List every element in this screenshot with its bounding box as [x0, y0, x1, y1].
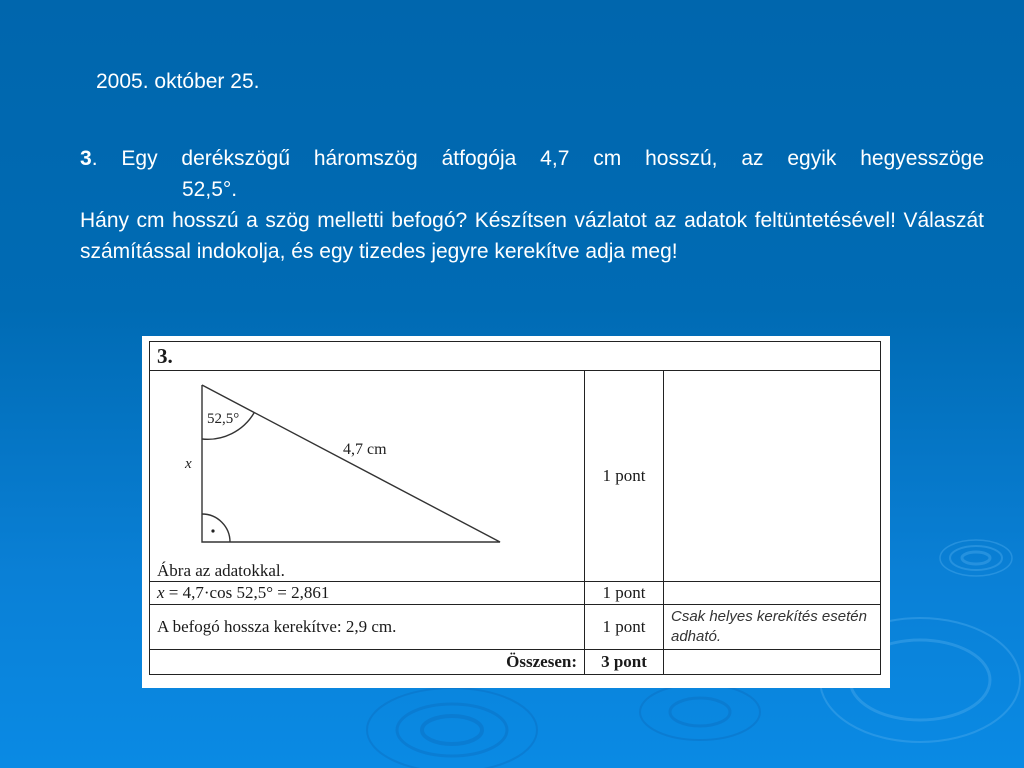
problem-angle: 52,5°.	[182, 178, 238, 201]
result-cell: A befogó hossza kerekítve: 2,9 cm.	[150, 605, 585, 650]
problem-question: Hány cm hosszú a szög melletti befogó? Készítsen vázlatot az adatok feltüntetésével! Válaszát számítással indokolja, és egy tizedes jegyre kerekítve adja meg!	[80, 209, 984, 263]
points-cell: 1 pont	[585, 582, 664, 605]
table-row	[150, 605, 881, 650]
right-angle-dot	[211, 529, 214, 532]
table-header-row	[150, 342, 881, 371]
triangle-figure	[150, 371, 586, 581]
note-cell	[664, 371, 881, 582]
side-x-label: x	[185, 456, 192, 472]
figure-cell	[150, 371, 585, 582]
total-label: Összesen:	[150, 650, 585, 675]
total-points: 3 pont	[585, 650, 664, 675]
right-angle-arc	[202, 514, 230, 542]
table-header: 3.	[150, 342, 881, 371]
variable-x: x	[157, 583, 165, 602]
hypotenuse-label: 4,7 cm	[343, 441, 387, 458]
table-row	[150, 371, 881, 582]
problem-line-1	[80, 143, 984, 174]
note-cell	[664, 650, 881, 675]
calculation-text: = 4,7·cos 52,5° = 2,861	[164, 583, 330, 602]
calculation-cell	[150, 582, 585, 605]
angle-label: 52,5°	[207, 411, 240, 427]
figure-caption: Ábra az adatokkal.	[157, 561, 285, 580]
problem-number: 3	[80, 147, 92, 170]
problem-text: . Egy derékszögű háromszög átfogója 4,7 cm hosszú, az egyik hegyesszöge	[91, 147, 984, 170]
problem-statement	[80, 143, 984, 267]
solution-sheet	[142, 336, 890, 688]
points-cell: 1 pont	[585, 605, 664, 650]
slide-date: 2005. október 25.	[96, 70, 260, 93]
table-row	[150, 582, 881, 605]
note-cell	[664, 582, 881, 605]
scoring-table	[149, 341, 881, 675]
note-cell: Csak helyes kerekítés esetén adható.	[664, 605, 881, 650]
triangle-outline	[202, 385, 500, 542]
total-row	[150, 650, 881, 675]
points-cell: 1 pont	[585, 371, 664, 582]
